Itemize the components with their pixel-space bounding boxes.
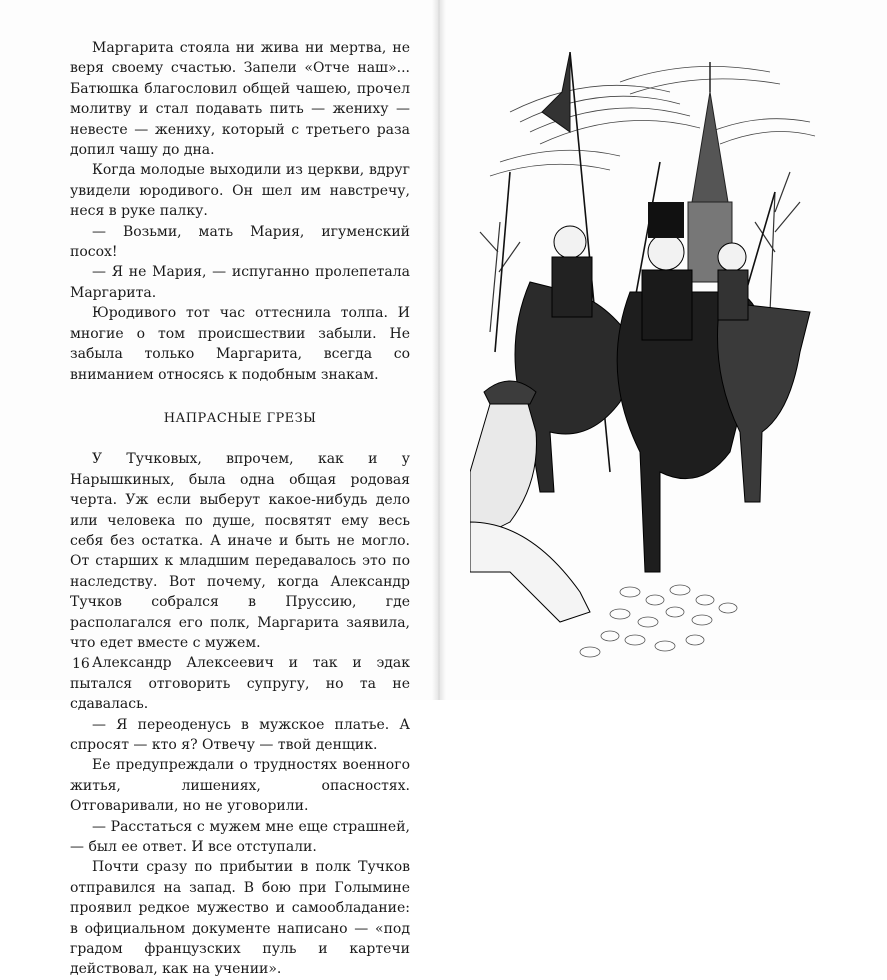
body-text: [70, 38, 410, 980]
paragraph: — Расстаться с мужем мне еще страшней, — был ее ответ. И все отступали.: [70, 818, 410, 856]
paragraph: — Возьми, мать Мария, игуменский посох!: [70, 223, 410, 261]
paragraph: Почти сразу по прибытии в полк Тучков отправился на запад. В бою при Голымине проявил редкое мужество и самообладание: в официальном документе написано — «под градом французских пуль и картечи действовал, как на учении».: [70, 859, 410, 978]
paragraph: Ее предупреждали о трудностях военного житья, лишениях, опасностях. Отговаривали, но не уговорили.: [70, 757, 410, 815]
sky-hatching: [490, 66, 815, 176]
book-gutter: [432, 0, 446, 700]
cobblestones: [580, 585, 737, 657]
paragraph: — Я не Мария, — испуганно пролепетала Маргарита.: [70, 264, 410, 301]
left-page: [0, 0, 438, 978]
hussars-illustration: [470, 52, 830, 664]
paragraph: Когда молодые выходили из церкви, вдруг увидели юродивого. Он шел им навстречу, неся в руке палку.: [70, 162, 410, 220]
paragraph: — Я переоденусь в мужское платье. А спросят — кто я? Отвечу — твой денщик.: [70, 716, 410, 753]
page-number: 16: [72, 656, 90, 672]
paragraph: Александр Алексеевич и так и эдак пытался отговорить супругу, но та не сдавалась.: [70, 655, 410, 713]
paragraph: Маргарита стояла ни жива ни мертва, не веря своему счастью. Запели «Отче наш»... Батюшка благословил общей чашею, прочел молитву и стал подавать пить — жениху — невесте — жениху, который с третьего раза допил чашу до дна.: [70, 40, 410, 159]
section-title: НАПРАСНЫЕ ГРЕЗЫ: [163, 410, 317, 426]
paragraph: У Тучковых, впрочем, как и у Нарышкиных, была одна общая родовая черта. Уж если выберут какое-нибудь дело или человека по душе, посвятят ему весь себя без остатка. А иначе и быть не могло. От старших к младшим передавалось это по наследству. Вот почему, когда Александр Тучков собрался в Пруссию, где располагался его полк, Маргарита заявила, что едет вместе с мужем.: [70, 451, 410, 651]
paragraph: Юродивого тот час оттеснила толпа. И многие о том происшествии забыли. Не забыла только Маргарита, всегда со вниманием относясь к подобным знакам.: [70, 305, 410, 383]
pennant: [542, 52, 570, 132]
